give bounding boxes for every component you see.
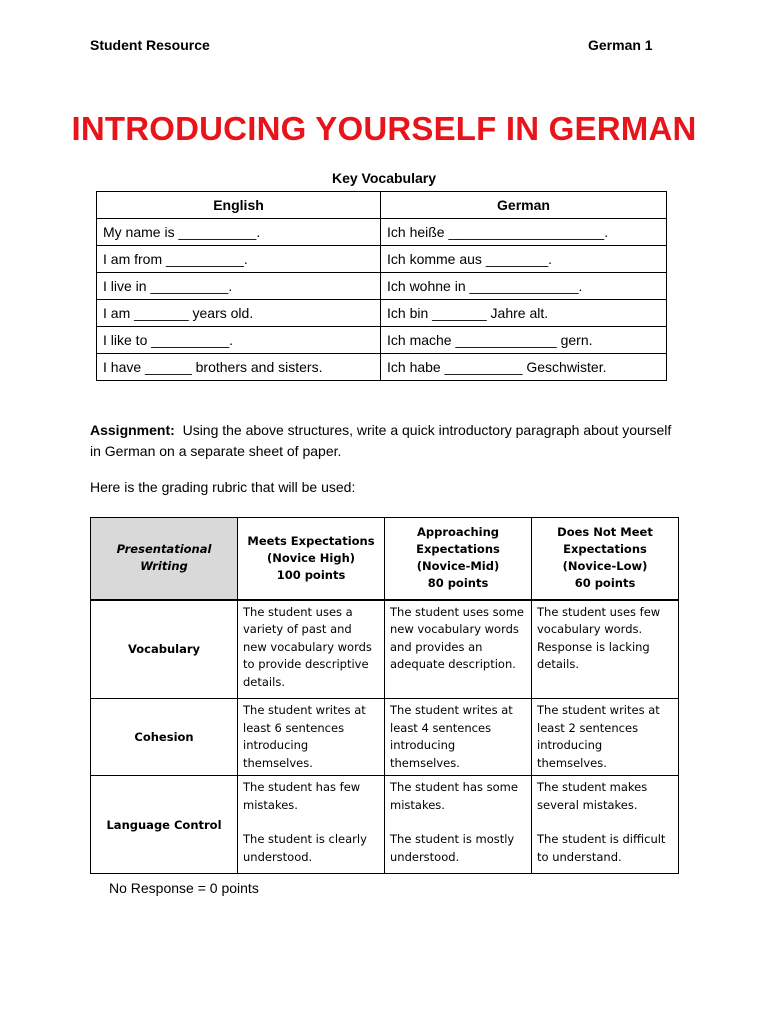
vocab-header-english: English — [97, 192, 381, 219]
vocab-english: I have ______ brothers and sisters. — [97, 354, 381, 381]
rubric-cell: The student writes at least 2 sentences introducing themselves. — [532, 699, 679, 776]
col-line: Expectations — [563, 542, 647, 557]
col-line: Expectations — [416, 542, 500, 557]
vocab-caption: Key Vocabulary — [331, 170, 436, 186]
rubric-cell — [238, 776, 385, 874]
col-line: (Novice-Low) — [562, 559, 648, 574]
vocab-english: I am _______ years old. — [97, 300, 381, 327]
rubric-cell-line: The student has few mistakes. — [243, 780, 361, 812]
vocab-german: Ich komme aus ________. — [381, 246, 667, 273]
vocab-header-row — [97, 192, 667, 219]
rubric-cell-line: The student is clearly understood. — [243, 832, 367, 864]
table-row — [97, 327, 667, 354]
col-line: 80 points — [427, 576, 489, 591]
col-line: Does Not Meet — [557, 525, 653, 540]
table-row — [97, 273, 667, 300]
assignment-text: Using the above structures, write a quick introductory paragraph about yourself in German on a separate sheet of paper. — [90, 422, 672, 459]
vocab-german: Ich habe __________ Geschwister. — [381, 354, 667, 381]
page-title: INTRODUCING YOURSELF IN GERMAN — [71, 110, 697, 147]
vocab-german: Ich wohne in ______________. — [381, 273, 667, 300]
rubric-header-row — [91, 518, 679, 600]
no-response-note: No Response = 0 points — [109, 880, 259, 896]
rubric-cell-line: The student is difficult to understand. — [537, 832, 666, 864]
rubric-cell — [385, 776, 532, 874]
rubric-corner-cell — [91, 518, 238, 600]
corner-line: Presentational — [116, 542, 212, 557]
rubric-cell — [532, 776, 679, 874]
rubric-intro: Here is the grading rubric that will be used: — [90, 479, 356, 495]
rubric-row-label: Language Control — [91, 776, 238, 874]
col-line: (Novice High) — [266, 550, 356, 565]
header-left: Student Resource — [90, 37, 210, 53]
assignment-label: Assignment: — [90, 422, 175, 438]
table-row — [97, 300, 667, 327]
col-line: (Novice-Mid) — [416, 559, 500, 574]
vocab-english: I am from __________. — [97, 246, 381, 273]
vocab-german: Ich mache _____________ gern. — [381, 327, 667, 354]
rubric-cell: The student uses few vocabulary words. Response is lacking details. — [532, 600, 679, 699]
table-row — [97, 219, 667, 246]
table-row — [97, 246, 667, 273]
vocab-german: Ich bin _______ Jahre alt. — [381, 300, 667, 327]
vocab-german: Ich heiße ____________________. — [381, 219, 667, 246]
rubric-cell-line: The student makes several mistakes. — [537, 780, 648, 812]
rubric-col-does-not-meet — [532, 518, 679, 600]
table-row — [91, 600, 679, 699]
col-line: 60 points — [574, 576, 636, 591]
rubric-cell-line: The student has some mistakes. — [390, 780, 518, 812]
rubric-cell-line: The student is mostly understood. — [390, 832, 515, 864]
corner-line: Writing — [140, 559, 188, 574]
col-line: Approaching — [416, 525, 500, 540]
rubric-cell: The student writes at least 4 sentences introducing themselves. — [385, 699, 532, 776]
vocab-header-german: German — [381, 192, 667, 219]
rubric-row-label: Cohesion — [91, 699, 238, 776]
vocab-english: My name is __________. — [97, 219, 381, 246]
vocab-english: I live in __________. — [97, 273, 381, 300]
table-row — [91, 776, 679, 874]
rubric-table — [90, 517, 679, 874]
rubric-row-label: Vocabulary — [91, 600, 238, 699]
rubric-cell: The student uses a variety of past and new vocabulary words to provide descriptive details. — [238, 600, 385, 699]
col-line: 100 points — [276, 567, 346, 582]
vocab-table — [96, 191, 667, 381]
assignment-paragraph — [90, 420, 680, 462]
rubric-col-meets — [238, 518, 385, 600]
header-right: German 1 — [588, 37, 653, 53]
table-row — [91, 699, 679, 776]
rubric-cell: The student uses some new vocabulary words and provides an adequate description. — [385, 600, 532, 699]
vocab-english: I like to __________. — [97, 327, 381, 354]
rubric-col-approaching — [385, 518, 532, 600]
rubric-cell: The student writes at least 6 sentences introducing themselves. — [238, 699, 385, 776]
table-row — [97, 354, 667, 381]
col-line: Meets Expectations — [247, 533, 375, 548]
